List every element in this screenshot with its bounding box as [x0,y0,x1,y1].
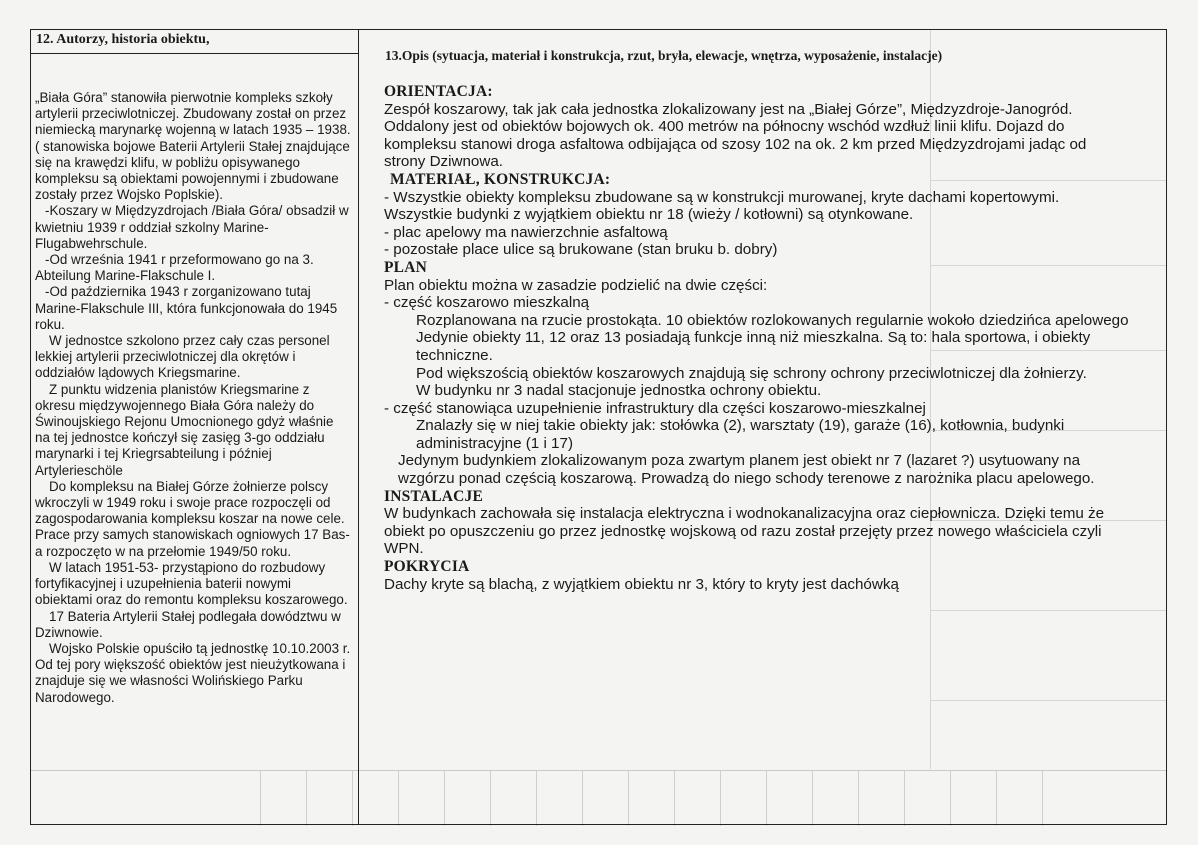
description-paragraph: Znalazły się w niej takie obiekty jak: stołówka (2), warsztaty (19), garaże (16), kotłownia, budynki administracyjne (1 i 17) [416,417,1065,452]
history-text [30,54,358,706]
plan-heading: PLAN [384,258,427,276]
history-paragraph: -Od września 1941 r przeformowano go na 3. Abteilung Marine-Flakschule I. [35,252,314,284]
history-column [30,29,359,825]
description-paragraph: - plac apelowy ma nawierzchnie asfaltową [384,223,668,241]
section-12-header: 12. Autorzy, historia obiektu, [30,29,358,54]
description-text [384,83,1129,593]
pokrycia-heading: POKRYCIA [384,558,470,576]
description-paragraph: - pozostałe place ulice są brukowane (stan bruku b. dobry) [384,241,778,259]
history-paragraph: Z punktu widzenia planistów Kriegsmarine z okresu międzywojennego Biała Góra należy do Świnoujskiego Rejonu Umocnionego gdyż właśnie na tej jednostce kończył się zasięg 3-go oddziału marynarki i tej Kriegrsabteilung i później Artylerieschöle [35,381,334,478]
description-paragraph: Rozplanowana na rzucie prostokąta. 10 obiektów rozlokowanych regularnie wokoło dziedzińca apelowego [416,311,1129,329]
history-paragraph: „Biała Góra” stanowiła pierwotnie kompleks szkoły artylerii przeciwlotniczej. Zbudowany został on przez niemiecką marynarkę wojenną w latach 1935 – 1938. [35,90,351,138]
history-paragraph: 17 Bateria Artylerii Stałej podlegała dowództwu w Dziwnowie. [35,608,341,640]
history-paragraph: Do kompleksu na Białej Górze żołnierze polscy wkroczyli w 1949 roku i swoje prace rozpoczęli od zagospodarowania kompleksu koszar na nowe cele. Prace przy samych stanowiskach ogniowych 17 Bas-a rozpoczęto w na przełomie 1949/50 roku. [35,478,350,559]
history-paragraph: -Koszary w Międzyzdrojach /Biała Góra/ obsadził w kwietniu 1939 r oddział szkolny Marine-Flugabwehrschule. [35,203,349,251]
description-paragraph: Pod większością obiektów koszarowych znajdują się schrony ochrony przeciwlotniczej dla żołnierzy. [416,364,1087,382]
description-paragraph: - część stanowiąca uzupełnienie infrastruktury dla części koszarowo-mieszkalnej [384,399,926,417]
description-paragraph: Dachy kryte są blachą, z wyjątkiem obiektu nr 3, który to kryty jest dachówką [384,575,899,593]
description-paragraph: Plan obiektu można w zasadzie podzielić na dwie części: [384,276,768,294]
history-paragraph: ( stanowiska bojowe Baterii Artylerii Stałej znajdujące się na krawędzi klifu, w pobliżu opisywanego kompleksu są obiektami powojennymi i zbudowane zostały przez Wojsko Poplskie). [35,138,350,203]
description-paragraph: - Wszystkie obiekty kompleksu zbudowane są w konstrukcji murowanej, kryte dachami kopertowymi. Wszystkie budynki z wyjątkiem obiektu nr 18 (wieży / kotłowni) są otynkowane. [384,188,1060,224]
description-paragraph: Jedynie obiekty 11, 12 oraz 13 posiadają funkcje inną niż mieszkalna. Są to: hala sportowa, i obiekty techniczne. [416,329,1091,364]
material-heading: MATERIAŁ, KONSTRUKCJA: [390,170,611,188]
instalacje-heading: INSTALACJE [384,487,484,505]
orientacja-heading: ORIENTACJA: [384,83,493,100]
description-paragraph: - część koszarowo mieszkalną [384,294,590,312]
section-13-header: 13.Opis (sytuacja, materiał i konstrukcja, rzut, bryła, elewacje, wnętrza, wyposażenie, instalacje) [385,48,943,63]
description-paragraph: Zespół koszarowy, tak jak cała jednostka zlokalizowany jest na „Białej Górze”, Międzyzdroje-Janogród. [384,100,1073,118]
description-column [381,29,1141,825]
description-paragraph: Jedynym budynkiem zlokalizowanym poza zwartym planem jest obiekt nr 7 (lazaret ?) usytuowany na wzgórzu ponad częścią koszarową. Prowadzą do niego schody terenowe z narożnika placu apelowego. [398,452,1095,488]
description-paragraph: W budynku nr 3 nadal stacjonuje jednostka ochrony obiektu. [416,382,822,400]
description-paragraph: W budynkach zachowała się instalacja elektryczna i wodnokanalizacyjna oraz ciepłownicza. Dzięki temu że obiekt po opuszczeniu go przez jednostkę wojskową od razu został przejęty przez nowego właściciela czyli WPN. [384,505,1105,558]
history-paragraph: -Od października 1943 r zorganizowano tutaj Marine-Flakschule III, która funkcjonowała do 1945 roku. [35,284,338,332]
history-paragraph: W jednostce szkolono przez cały czas personel lekkiej artylerii przeciwlotniczej dla okrętów i oddziałów lądowych Kriegsmarine. [35,333,330,381]
description-paragraph: Oddalony jest od obiektów bojowych ok. 400 metrów na północny wschód wzdłuż linii klifu. Dojazd do kompleksu stanowi droga asfaltowa odbijająca od szosy 102 na ok. 2 km przed Międzyzdrojami jadąc od strony Dziwnowa. [384,118,1087,171]
history-paragraph: Wojsko Polskie opuściło tą jednostkę 10.10.2003 r. Od tej pory większość obiektów jest nieużytkowana i znajduje się we własności Wolińskiego Parku Narodowego. [35,640,351,705]
history-paragraph: W latach 1951-53- przystąpiono do rozbudowy fortyfikacyjnej i uzupełnienia baterii nowymi obiektami oraz do remontu kompleksu koszarowego. [35,559,348,608]
